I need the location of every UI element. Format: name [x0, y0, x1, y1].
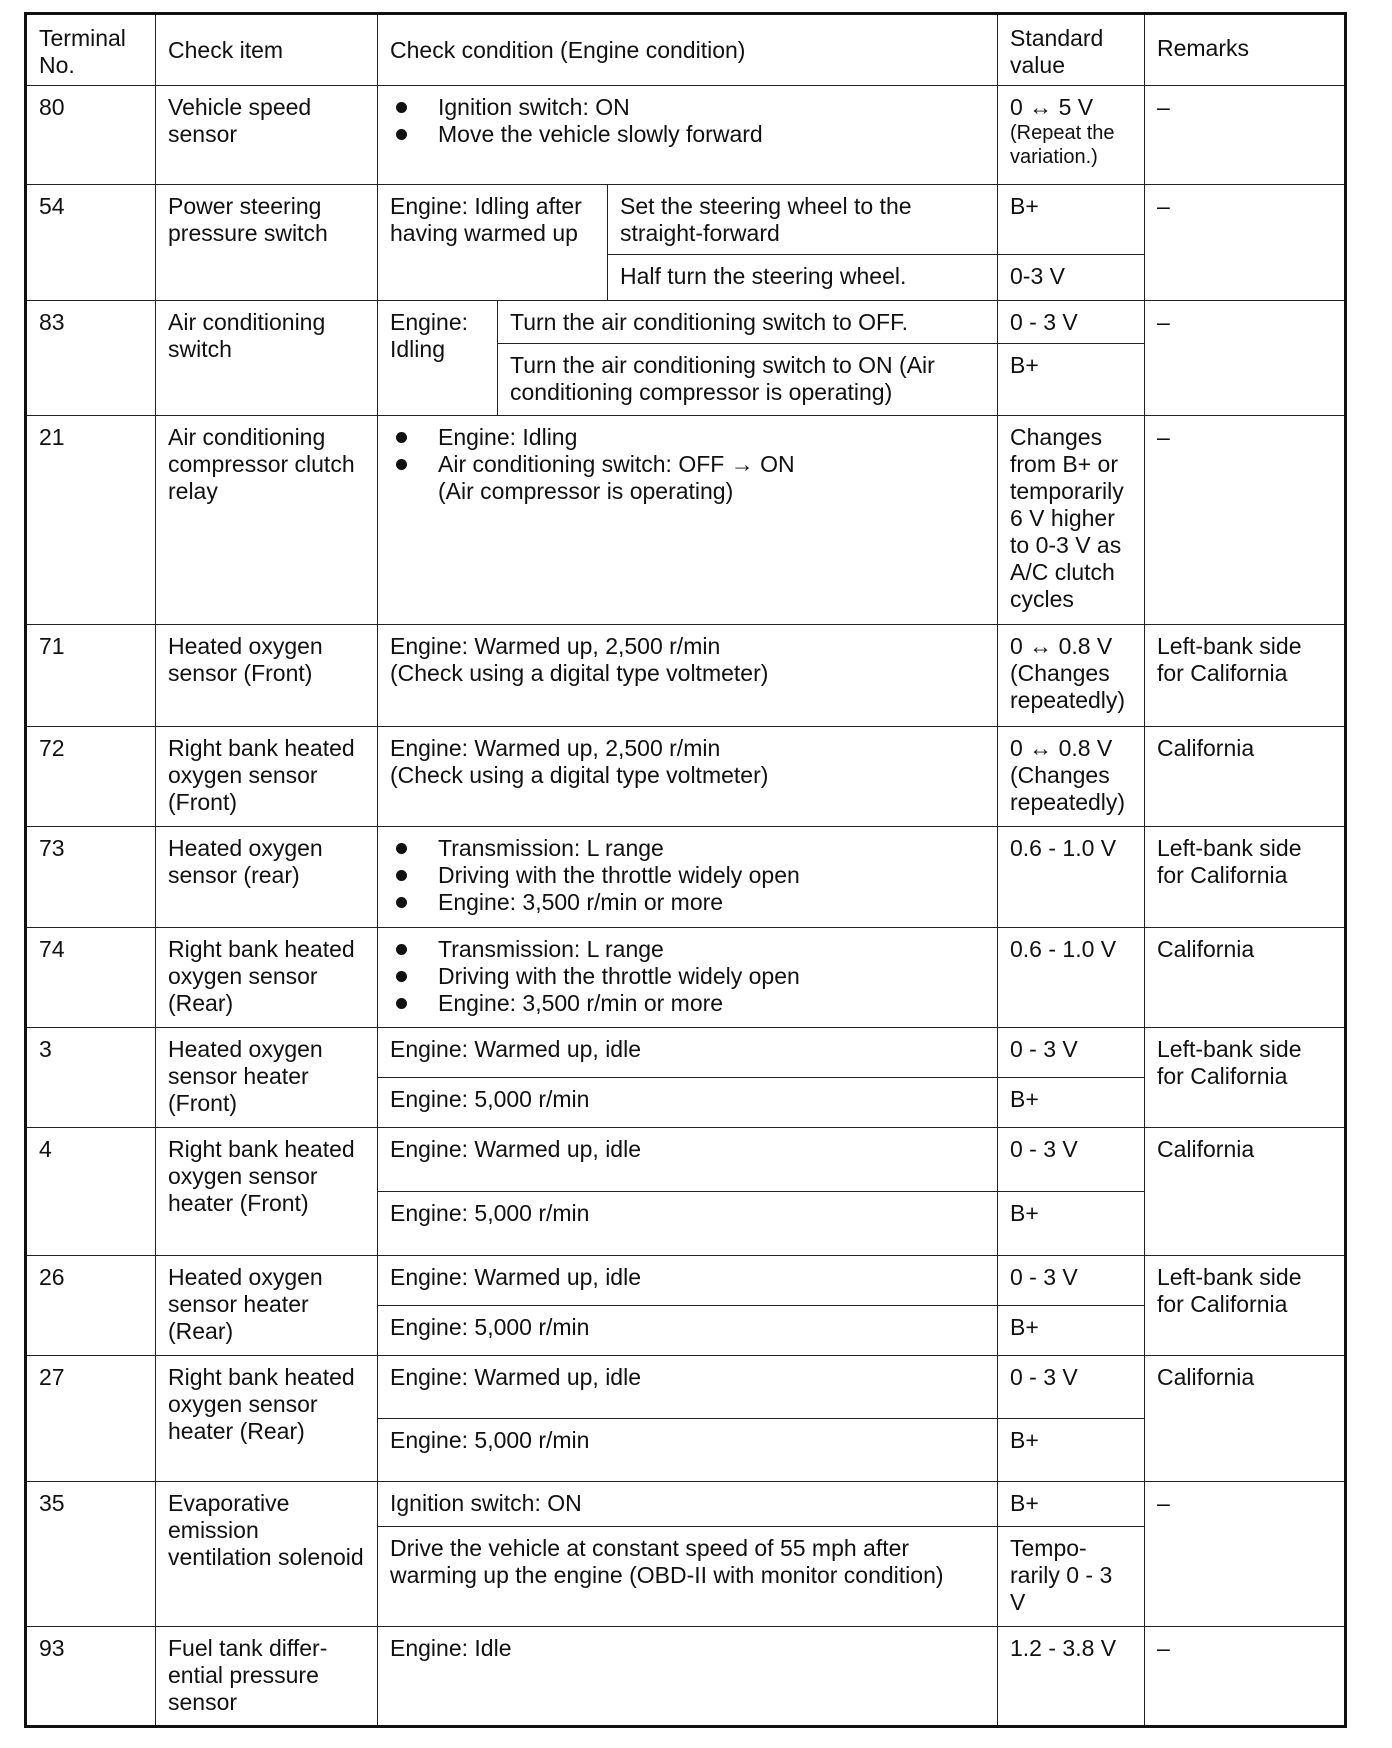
terminal-no: 72 [26, 727, 156, 827]
header-row [26, 14, 1346, 86]
check-item: Right bank heated oxygen sensor (Front) [156, 727, 378, 827]
standard-value: 0 ↔ 0.8 V (Changes repeatedly) [998, 727, 1145, 827]
sub-condition: Engine: 5,000 r/min [378, 1419, 998, 1482]
check-condition [378, 928, 998, 1028]
table-row [26, 416, 1346, 625]
sub-condition: Drive the vehicle at constant speed of 55 mph after warming up the engine (OBD-II with monitor condition) [378, 1527, 998, 1627]
check-condition: Engine: Idle [378, 1627, 998, 1727]
standard-value: B+ [998, 1192, 1145, 1256]
sub-condition: Turn the air conditioning switch to ON (Air conditioning compressor is operating) [498, 344, 998, 416]
sub-condition: Engine: 5,000 r/min [378, 1306, 998, 1356]
standard-value: 0-3 V [998, 255, 1145, 301]
condition-bullet: Driving with the throttle widely open [390, 963, 985, 990]
sub-condition: Engine: Warmed up, idle [378, 1356, 998, 1419]
terminal-no: 74 [26, 928, 156, 1028]
table-row [26, 1356, 1346, 1419]
condition-bullet: Engine: 3,500 r/min or more [390, 889, 985, 916]
table-row [26, 1627, 1346, 1727]
remarks: – [1145, 1627, 1346, 1727]
header-terminal: Terminal No. [26, 14, 156, 86]
header-check-item: Check item [156, 14, 378, 86]
check-condition [378, 827, 998, 928]
standard-main: 0 ↔ 5 V [1010, 94, 1094, 120]
table-row [26, 185, 1346, 255]
table-row [26, 827, 1346, 928]
standard-value: B+ [998, 185, 1145, 255]
table-row [26, 301, 1346, 344]
terminal-no: 71 [26, 625, 156, 727]
check-item: Right bank heated oxygen sensor heater (Rear) [156, 1356, 378, 1482]
table-row [26, 727, 1346, 827]
standard-value: B+ [998, 1482, 1145, 1527]
terminal-check-table [24, 12, 1347, 1728]
condition-text: Engine: Warmed up, 2,500 r/min [390, 735, 721, 761]
standard-value: 0.6 - 1.0 V [998, 827, 1145, 928]
check-condition [378, 727, 998, 827]
standard-note: (Repeat the variation.) [1010, 122, 1115, 168]
remarks: – [1145, 301, 1346, 416]
remarks: California [1145, 928, 1346, 1028]
remarks: – [1145, 416, 1346, 625]
standard-value: B+ [998, 1306, 1145, 1356]
table-row [26, 86, 1346, 185]
sub-condition: Engine: Warmed up, idle [378, 1128, 998, 1192]
terminal-no: 93 [26, 1627, 156, 1727]
standard-value: B+ [998, 1419, 1145, 1482]
check-item: Right bank heated oxygen sensor (Rear) [156, 928, 378, 1028]
check-item: Air conditioning compressor clutch relay [156, 416, 378, 625]
remarks: – [1145, 185, 1346, 301]
condition-bullet: Transmission: L range [390, 835, 985, 862]
check-item: Power steering pressure switch [156, 185, 378, 301]
standard-value: B+ [998, 1078, 1145, 1128]
standard-value [998, 86, 1145, 185]
standard-value: 0 - 3 V [998, 1028, 1145, 1078]
engine-condition: Engine: Idling [378, 301, 498, 416]
terminal-no: 4 [26, 1128, 156, 1256]
check-item: Heated oxygen sensor heater (Front) [156, 1028, 378, 1128]
standard-value: 0 - 3 V [998, 1128, 1145, 1192]
terminal-no: 35 [26, 1482, 156, 1627]
standard-value: 1.2 - 3.8 V [998, 1627, 1145, 1727]
sub-condition: Engine: Warmed up, idle [378, 1028, 998, 1078]
check-condition [378, 86, 998, 185]
header-remarks: Remarks [1145, 14, 1346, 86]
terminal-no: 83 [26, 301, 156, 416]
sub-condition: Half turn the steering wheel. [608, 255, 998, 301]
sub-condition: Ignition switch: ON [378, 1482, 998, 1527]
terminal-no: 54 [26, 185, 156, 301]
header-condition: Check condition (Engine condition) [378, 14, 998, 86]
condition-text: Engine: Warmed up, 2,500 r/min [390, 633, 721, 659]
remarks: California [1145, 1128, 1346, 1256]
standard-value: 0 ↔ 0.8 V (Changes repeatedly) [998, 625, 1145, 727]
standard-value: 0 - 3 V [998, 1256, 1145, 1306]
condition-bullet: Move the vehicle slowly forward [390, 121, 985, 148]
sub-condition: Turn the air conditioning switch to OFF. [498, 301, 998, 344]
sub-condition: Engine: Warmed up, idle [378, 1256, 998, 1306]
sub-condition: Engine: 5,000 r/min [378, 1078, 998, 1128]
remarks: Left-bank side for California [1145, 1256, 1346, 1356]
condition-bullet: Engine: 3,500 r/min or more [390, 990, 985, 1017]
table-row [26, 1028, 1346, 1078]
terminal-no: 3 [26, 1028, 156, 1128]
condition-bullet: Ignition switch: ON [390, 94, 985, 121]
condition-text: Air conditioning switch: OFF → ON [438, 451, 795, 477]
standard-value: B+ [998, 344, 1145, 416]
table-row [26, 1482, 1346, 1527]
table-row [26, 1128, 1346, 1192]
remarks: California [1145, 727, 1346, 827]
condition-note: (Check using a digital type voltmeter) [390, 660, 769, 686]
condition-bullet: Transmission: L range [390, 936, 985, 963]
check-item: Air conditioning switch [156, 301, 378, 416]
terminal-no: 80 [26, 86, 156, 185]
terminal-no: 73 [26, 827, 156, 928]
sub-condition: Set the steering wheel to the straight-forward [608, 185, 998, 255]
header-standard: Standard value [998, 14, 1145, 86]
table-row [26, 1256, 1346, 1306]
remarks: Left-bank side for California [1145, 1028, 1346, 1128]
check-item: Fuel tank differ- ential pressure sensor [156, 1627, 378, 1727]
check-condition [378, 416, 998, 625]
check-item: Right bank heated oxygen sensor heater (Front) [156, 1128, 378, 1256]
remarks: – [1145, 86, 1346, 185]
check-item: Vehicle speed sensor [156, 86, 378, 185]
check-condition [378, 625, 998, 727]
standard-value: 0.6 - 1.0 V [998, 928, 1145, 1028]
remarks: – [1145, 1482, 1346, 1627]
check-item: Heated oxygen sensor (rear) [156, 827, 378, 928]
remarks: California [1145, 1356, 1346, 1482]
terminal-no: 27 [26, 1356, 156, 1482]
check-item: Heated oxygen sensor (Front) [156, 625, 378, 727]
remarks: Left-bank side for California [1145, 827, 1346, 928]
standard-value: 0 - 3 V [998, 301, 1145, 344]
terminal-no: 26 [26, 1256, 156, 1356]
standard-value: Changes from B+ or temporarily 6 V higher to 0-3 V as A/C clutch cycles [998, 416, 1145, 625]
check-item: Evaporative emission ventilation solenoid [156, 1482, 378, 1627]
table-row [26, 928, 1346, 1028]
remarks: Left-bank side for California [1145, 625, 1346, 727]
condition-bullet [390, 451, 985, 505]
condition-bullet: Engine: Idling [390, 424, 985, 451]
engine-condition: Engine: Idling after having warmed up [378, 185, 608, 301]
condition-note: (Check using a digital type voltmeter) [390, 762, 769, 788]
terminal-no: 21 [26, 416, 156, 625]
condition-bullet: Driving with the throttle widely open [390, 862, 985, 889]
check-item: Heated oxygen sensor heater (Rear) [156, 1256, 378, 1356]
standard-value: 0 - 3 V [998, 1356, 1145, 1419]
standard-value: Tempo- rarily 0 - 3 V [998, 1527, 1145, 1627]
condition-note: (Air compressor is operating) [438, 478, 734, 504]
sub-condition: Engine: 5,000 r/min [378, 1192, 998, 1256]
table-row [26, 625, 1346, 727]
